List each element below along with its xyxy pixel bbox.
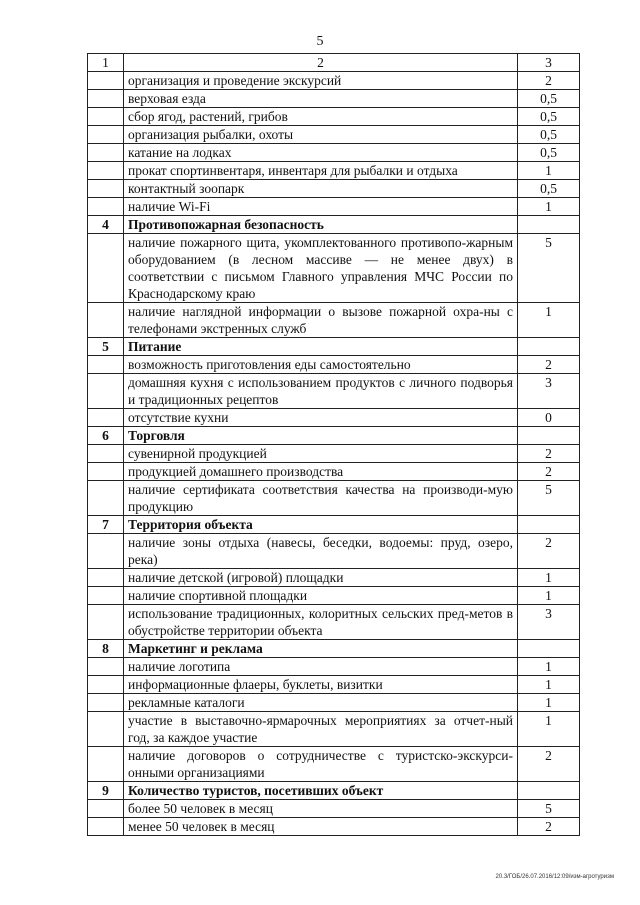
criterion-score: 1 (518, 676, 580, 694)
row-number-empty (88, 569, 124, 587)
criterion-score: 2 (518, 818, 580, 836)
row-number-empty (88, 144, 124, 162)
row-number-empty (88, 818, 124, 836)
section-title: Торговля (124, 427, 518, 445)
row-number-empty (88, 676, 124, 694)
row-number-empty (88, 800, 124, 818)
criterion-text: контактный зоопарк (124, 180, 518, 198)
table-row (88, 72, 580, 90)
row-number-empty (88, 587, 124, 605)
criterion-text: продукцией домашнего производства (124, 463, 518, 481)
criterion-text: наличие наглядной информации о вызове пожарной охра-ны с телефонами экстренных служб (124, 303, 518, 338)
criterion-text: участие в выставочно-ярмарочных мероприятиях за отчет-ный год, за каждое участие (124, 712, 518, 747)
criterion-text: использование традиционных, колоритных сельских пред-метов в обустройстве территории объекта (124, 605, 518, 640)
table-row (88, 144, 580, 162)
criterion-text: наличие пожарного щита, укомплектованного противопо-жарным оборудованием (в лесном массиве — не менее двух) в соответствии с письмом Главного управления МЧС России по Краснодарскому краю (124, 234, 518, 303)
table-row (88, 162, 580, 180)
table-row (88, 126, 580, 144)
table-row (88, 605, 580, 640)
table-row (88, 108, 580, 126)
table-row (88, 694, 580, 712)
criterion-text: организация и проведение экскурсий (124, 72, 518, 90)
row-number-empty (88, 658, 124, 676)
criterion-text: рекламные каталоги (124, 694, 518, 712)
criterion-score: 0,5 (518, 126, 580, 144)
row-number-empty (88, 747, 124, 782)
header-col-1: 1 (88, 54, 124, 72)
section-number: 5 (88, 338, 124, 356)
criterion-text: отсутствие кухни (124, 409, 518, 427)
row-number-empty (88, 694, 124, 712)
criterion-score: 0,5 (518, 90, 580, 108)
table-row (88, 818, 580, 836)
criterion-score: 5 (518, 234, 580, 303)
criterion-text: наличие сертификата соответствия качества на производи-мую продукцию (124, 481, 518, 516)
table-row (88, 356, 580, 374)
criterion-text: наличие Wi-Fi (124, 198, 518, 216)
criterion-score: 2 (518, 356, 580, 374)
section-row (88, 782, 580, 800)
criterion-text: прокат спортинвентаря, инвентаря для рыбалки и отдыха (124, 162, 518, 180)
row-number-empty (88, 712, 124, 747)
table-row (88, 180, 580, 198)
row-number-empty (88, 374, 124, 409)
section-title: Количество туристов, посетивших объект (124, 782, 518, 800)
criterion-score: 1 (518, 712, 580, 747)
table-row (88, 198, 580, 216)
section-score-empty (518, 782, 580, 800)
criterion-score: 0,5 (518, 180, 580, 198)
criterion-text: верховая езда (124, 90, 518, 108)
table-row (88, 481, 580, 516)
row-number-empty (88, 481, 124, 516)
criterion-text: наличие спортивной площадки (124, 587, 518, 605)
row-number-empty (88, 356, 124, 374)
section-score-empty (518, 640, 580, 658)
criterion-text: менее 50 человек в месяц (124, 818, 518, 836)
section-title: Питание (124, 338, 518, 356)
criterion-score: 2 (518, 534, 580, 569)
section-score-empty (518, 516, 580, 534)
criterion-text: возможность приготовления еды самостоятельно (124, 356, 518, 374)
criterion-score: 5 (518, 481, 580, 516)
criterion-score: 5 (518, 800, 580, 818)
section-row (88, 516, 580, 534)
section-row (88, 216, 580, 234)
criterion-text: домашняя кухня с использованием продуктов с личного подворья и традиционных рецептов (124, 374, 518, 409)
header-col-2: 2 (124, 54, 518, 72)
criterion-text: наличие зоны отдыха (навесы, беседки, водоемы: пруд, озеро, река) (124, 534, 518, 569)
table-row (88, 712, 580, 747)
section-row (88, 427, 580, 445)
criterion-score: 2 (518, 463, 580, 481)
table-row (88, 409, 580, 427)
criterion-text: сувенирной продукцией (124, 445, 518, 463)
section-title: Маркетинг и реклама (124, 640, 518, 658)
criterion-text: катание на лодках (124, 144, 518, 162)
criterion-score: 0 (518, 409, 580, 427)
row-number-empty (88, 605, 124, 640)
section-number: 6 (88, 427, 124, 445)
row-number-empty (88, 180, 124, 198)
row-number-empty (88, 445, 124, 463)
criteria-table (87, 53, 580, 836)
table-row (88, 569, 580, 587)
criteria-table-body (88, 54, 580, 836)
criterion-text: сбор ягод, растений, грибов (124, 108, 518, 126)
section-row (88, 338, 580, 356)
criterion-score: 3 (518, 605, 580, 640)
section-number: 4 (88, 216, 124, 234)
row-number-empty (88, 126, 124, 144)
row-number-empty (88, 108, 124, 126)
table-row (88, 658, 580, 676)
criterion-score: 2 (518, 72, 580, 90)
table-row (88, 90, 580, 108)
criterion-text: организация рыбалки, охоты (124, 126, 518, 144)
criterion-text: более 50 человек в месяц (124, 800, 518, 818)
table-row (88, 747, 580, 782)
section-number: 8 (88, 640, 124, 658)
criterion-text: наличие логотипа (124, 658, 518, 676)
criterion-score: 1 (518, 658, 580, 676)
criterion-score: 3 (518, 374, 580, 409)
row-number-empty (88, 72, 124, 90)
criterion-text: информационные флаеры, буклеты, визитки (124, 676, 518, 694)
section-number: 7 (88, 516, 124, 534)
table-row (88, 445, 580, 463)
section-title: Территория объекта (124, 516, 518, 534)
section-score-empty (518, 338, 580, 356)
criterion-text: наличие детской (игровой) площадки (124, 569, 518, 587)
table-row (88, 534, 580, 569)
criterion-score: 0,5 (518, 108, 580, 126)
header-col-3: 3 (518, 54, 580, 72)
table-row (88, 463, 580, 481)
document-footer-code: 20.3/ГОБ/26.07.2016/12:09/изм-агротуризм (495, 874, 614, 880)
criterion-score: 1 (518, 569, 580, 587)
table-row (88, 587, 580, 605)
row-number-empty (88, 409, 124, 427)
table-row (88, 303, 580, 338)
section-score-empty (518, 216, 580, 234)
criterion-score: 2 (518, 445, 580, 463)
criterion-score: 1 (518, 587, 580, 605)
criterion-score: 0,5 (518, 144, 580, 162)
table-row (88, 676, 580, 694)
page-number: 5 (316, 34, 324, 49)
row-number-empty (88, 90, 124, 108)
row-number-empty (88, 198, 124, 216)
row-number-empty (88, 303, 124, 338)
criterion-score: 1 (518, 198, 580, 216)
row-number-empty (88, 234, 124, 303)
section-title: Противопожарная безопасность (124, 216, 518, 234)
criterion-text: наличие договоров о сотрудничестве с туристско-экскурси-онными организациями (124, 747, 518, 782)
section-number: 9 (88, 782, 124, 800)
criterion-score: 1 (518, 303, 580, 338)
section-row (88, 640, 580, 658)
criterion-score: 2 (518, 747, 580, 782)
criterion-score: 1 (518, 162, 580, 180)
table-row (88, 374, 580, 409)
table-row (88, 800, 580, 818)
section-score-empty (518, 427, 580, 445)
row-number-empty (88, 534, 124, 569)
row-number-empty (88, 463, 124, 481)
table-header-row (88, 54, 580, 72)
row-number-empty (88, 162, 124, 180)
criterion-score: 1 (518, 694, 580, 712)
table-row (88, 234, 580, 303)
